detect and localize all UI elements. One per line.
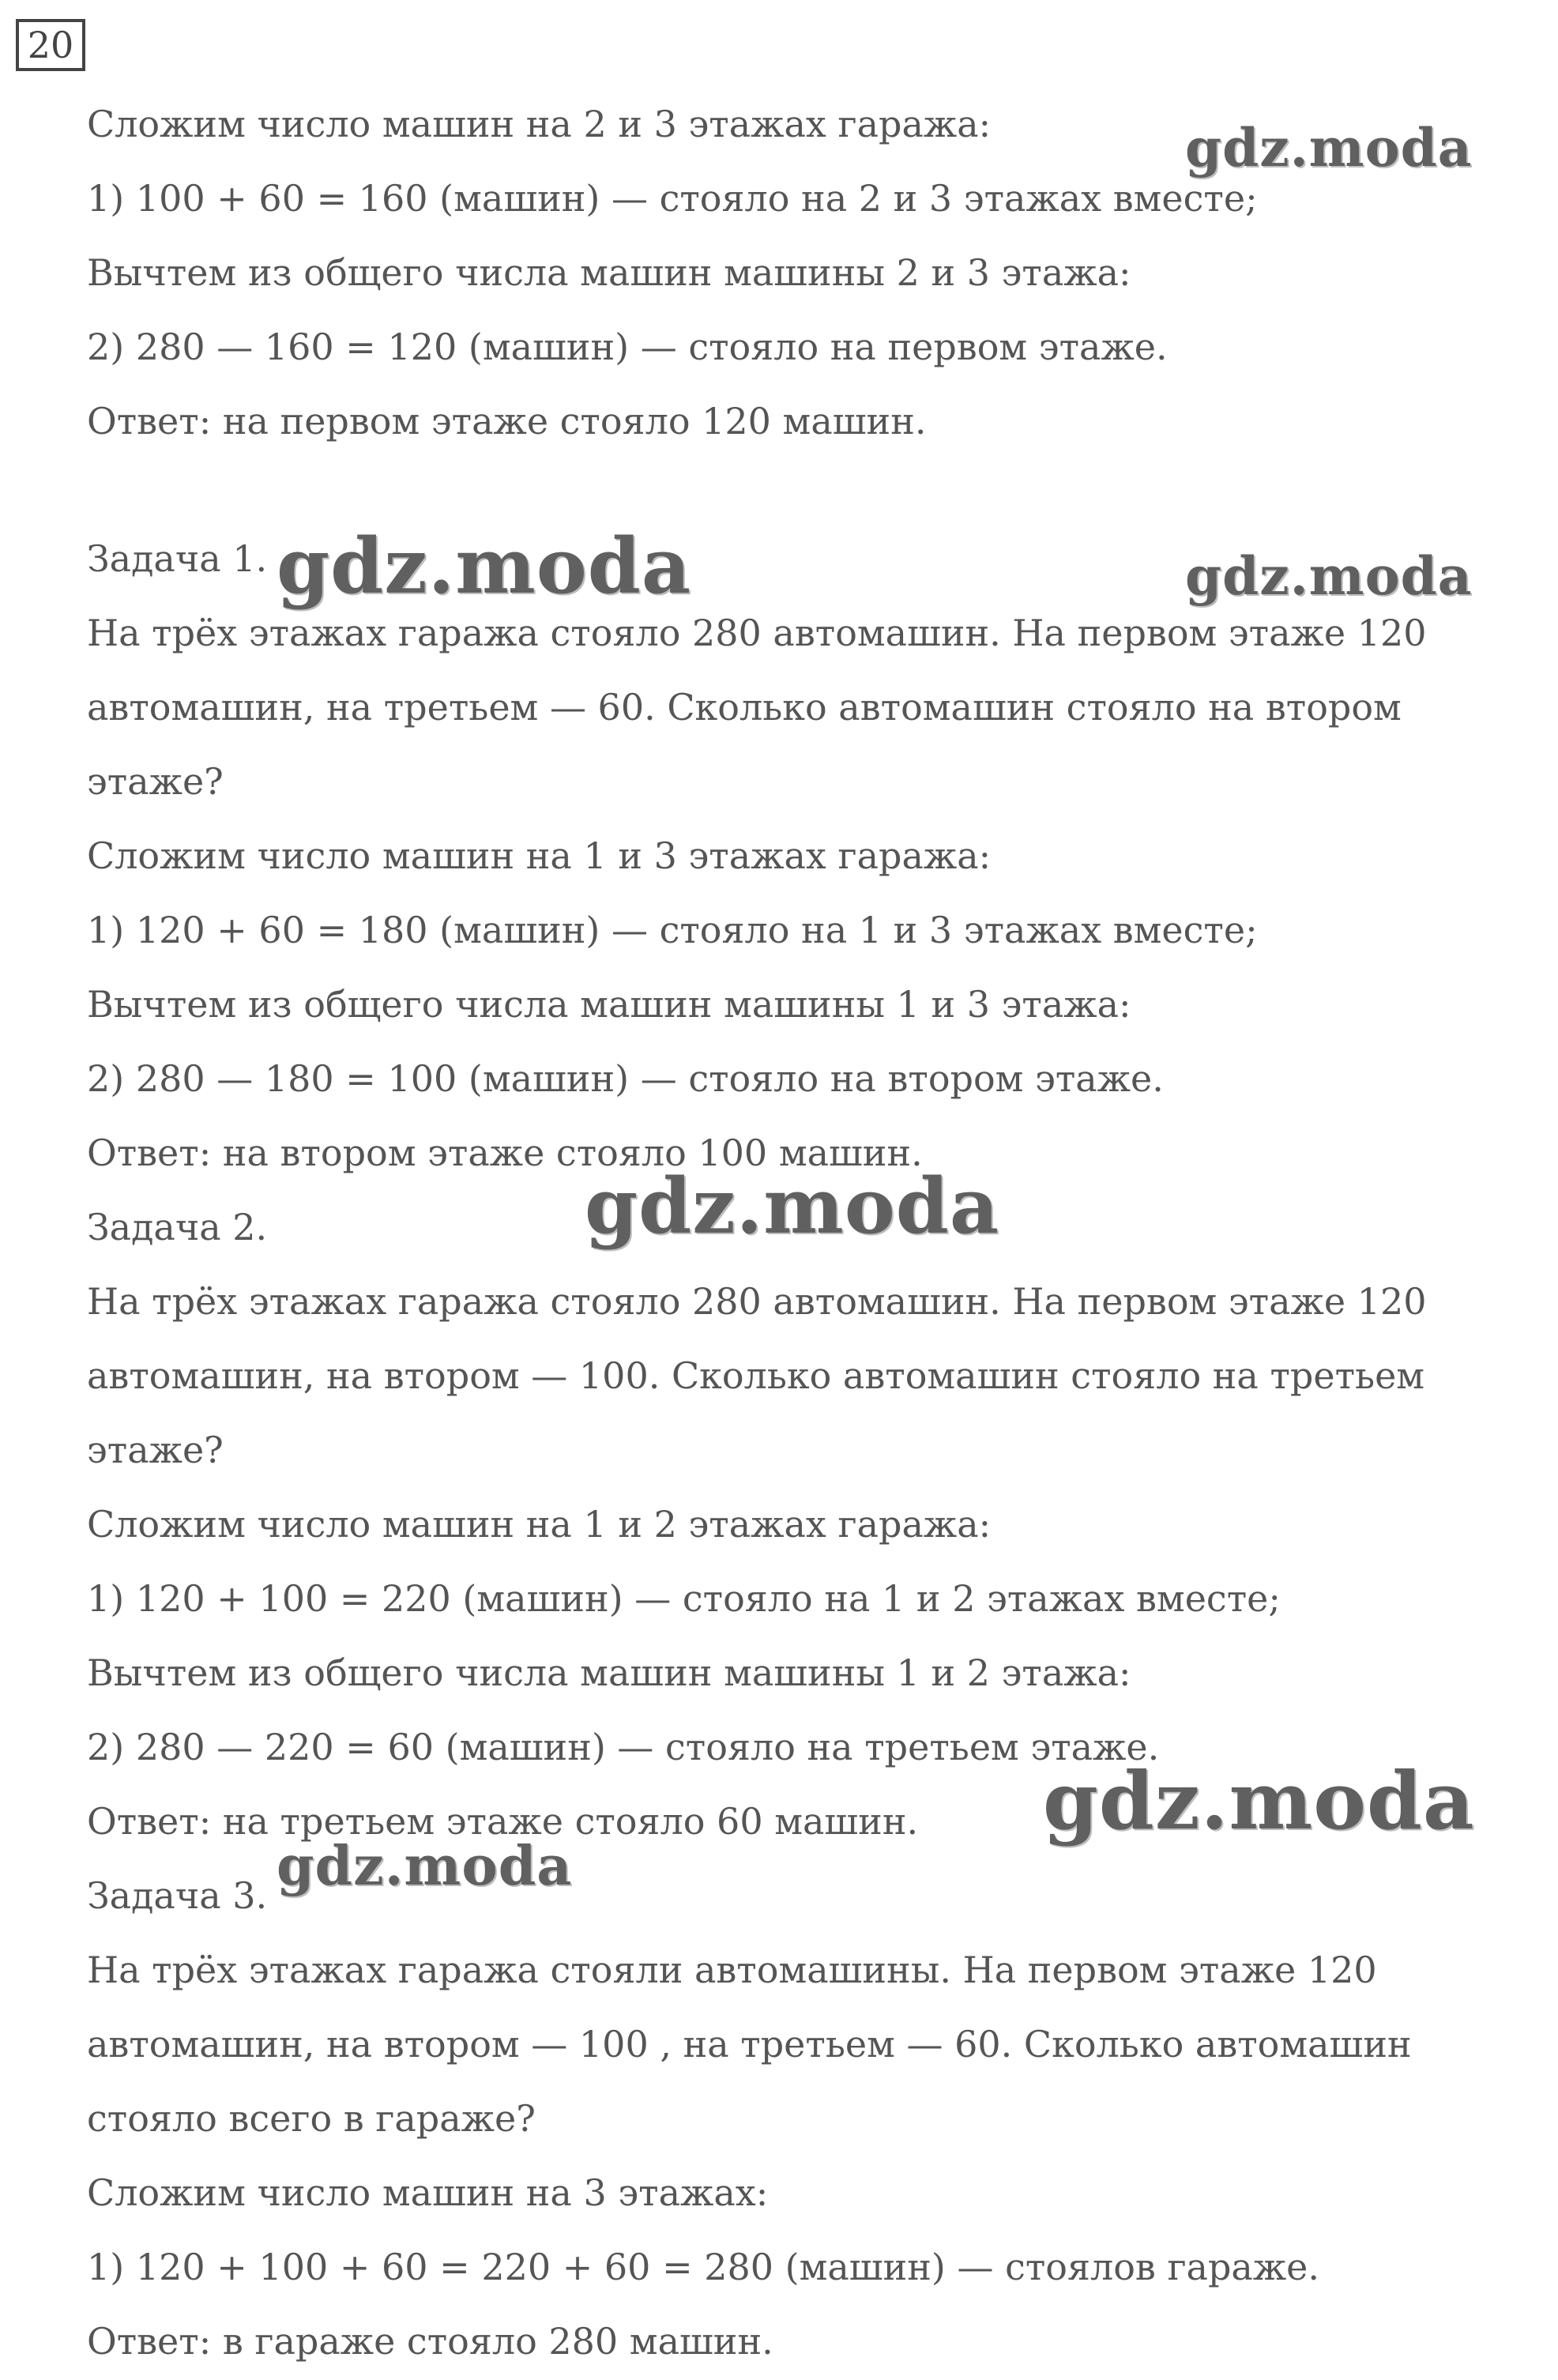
task-heading: Задача 2. — [87, 1206, 268, 1248]
text-line: 1) 120 + 100 = 220 (машин) — стояло на 1 и 2 этажах вместе; — [87, 1577, 1281, 1620]
text-line: Сложим число машин на 2 и 3 этажах гаража: — [87, 103, 992, 145]
text-line: автомашин, на втором — 100 , на третьем — 60. Сколько автомашин — [87, 2023, 1412, 2066]
watermark: gdz.moda — [277, 1835, 573, 1898]
text-line: этаже? — [87, 1429, 224, 1471]
text-line: 2) 280 — 220 = 60 (машин) — стояло на третьем этаже. — [87, 1726, 1160, 1768]
text-line: На трёх этажах гаража стояли автомашины. На первом этаже 120 — [87, 1949, 1377, 1991]
watermark: gdz.moda — [1185, 117, 1473, 179]
text-line: Вычтем из общего числа машин машины 2 и 3 этажа: — [87, 251, 1131, 294]
text-line: На трёх этажах гаража стояло 280 автомашин. На первом этаже 120 — [87, 1280, 1427, 1323]
text-line: автомашин, на втором — 100. Сколько автомашин стояло на третьем — [87, 1354, 1425, 1397]
text-line: этаже? — [87, 760, 224, 803]
watermark: gdz.moda — [277, 522, 692, 611]
text-line: автомашин, на третьем — 60. Сколько автомашин стояло на втором — [87, 686, 1402, 729]
watermark: gdz.moda — [585, 1162, 1000, 1251]
watermark: gdz.moda — [1185, 545, 1473, 607]
text-line: Сложим число машин на 1 и 2 этажах гаража: — [87, 1503, 992, 1546]
text-line: 1) 100 + 60 = 160 (машин) — стояло на 2 и 3 этажах вместе; — [87, 177, 1258, 220]
answer-line: Ответ: на втором этаже стояло 100 машин. — [87, 1132, 923, 1174]
text-line: Сложим число машин на 3 этажах: — [87, 2171, 769, 2214]
spacer — [87, 458, 1541, 522]
answer-line: Ответ: на третьем этаже стояло 60 машин. — [87, 1800, 919, 1843]
text-line: Сложим число машин на 1 и 3 этажах гаража: — [87, 834, 992, 877]
text-line: 1) 120 + 60 = 180 (машин) — стояло на 1 и 3 этажах вместе; — [87, 909, 1258, 951]
text-line: 2) 280 — 160 = 120 (машин) — стояло на первом этаже. — [87, 326, 1168, 368]
answer-line: Ответ: на первом этаже стояло 120 машин. — [87, 400, 927, 442]
text-line: 1) 120 + 100 + 60 = 220 + 60 = 280 (машин) — стоялов гараже. — [87, 2246, 1320, 2288]
watermark: gdz.moda — [1043, 1754, 1475, 1847]
task-heading: Задача 1. — [87, 537, 268, 580]
text-line: На трёх этажах гаража стояло 280 автомашин. На первом этаже 120 — [87, 612, 1427, 654]
text-line: Вычтем из общего числа машин машины 1 и 3 этажа: — [87, 983, 1131, 1026]
task-heading: Задача 3. — [87, 1874, 268, 1917]
page-number: 20 — [16, 19, 85, 71]
answer-line: Ответ: в гараже стояло 280 машин. — [87, 2320, 773, 2363]
text-line: стояло всего в гараже? — [87, 2097, 536, 2140]
text-line: 2) 280 — 180 = 100 (машин) — стояло на втором этаже. — [87, 1057, 1164, 1100]
text-line: Вычтем из общего числа машин машины 1 и 2 этажа: — [87, 1651, 1131, 1694]
